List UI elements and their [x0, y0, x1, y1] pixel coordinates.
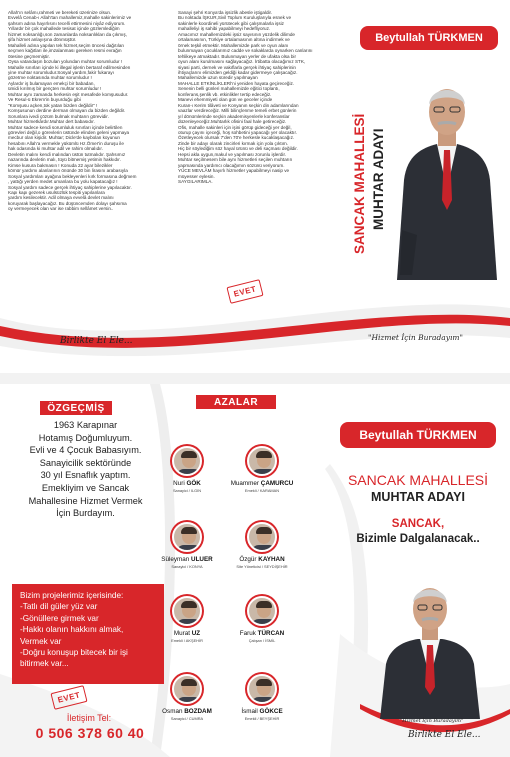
letter-line: mahalleliyi iş sahibi yapabilmeyi hedefliyoruz.: [178, 26, 271, 32]
member-card: [220, 596, 304, 643]
letter-line: mecbur olan kişidir. Muhtar; Dicle'de kaybolan koyunun: [8, 135, 120, 141]
project-line: -Hakkı olanın hakkını almak,: [20, 625, 124, 635]
letter-line: ötesine geçmemiştir.: [8, 53, 50, 59]
letter-line: Bu noktada İŞKUR,Sivil Toplum Kuruluşlarıyla esnek ve: [178, 15, 292, 21]
member-photo: [247, 522, 277, 552]
slogan-line-2: Bizimle Dalgalanacak..: [356, 533, 480, 545]
bio-line: Mahallesine Hizmet Vermek: [28, 495, 143, 506]
member-role: Sanayici / KONYA: [171, 564, 203, 569]
letter-line: Muhtar seçilmesem bile aynı hizmetleri seçilen muhtarın: [178, 157, 293, 163]
letter-line: Hiç bir söylediğim söz hayal ürünü ve deli saçması değildir.: [178, 146, 298, 152]
member-first-name: İsmail: [241, 708, 258, 715]
project-line: Vermek var: [20, 636, 62, 646]
letter-line: ihtiyaçlarını elimizden geldiği kadar gidermeye çalışacağız.: [178, 69, 298, 75]
member-photo: [172, 522, 202, 552]
member-name: [220, 708, 304, 715]
profile-sheet: [0, 384, 510, 757]
letter-line: gözetme noktasında muhtar sorumludur !: [8, 75, 92, 81]
candidate-photo: [392, 60, 502, 280]
letter-line: siyasi parti, dernek ve vakıflarla gerçek ihtiyaç sahiplerinin: [178, 64, 296, 70]
member-photo: [247, 596, 277, 626]
evet-stamp: EVET: [50, 685, 87, 710]
member-card: [220, 446, 304, 493]
member-card: [145, 674, 229, 721]
member-role: Çalışan / İSMİL: [248, 638, 276, 643]
signature-left: Birlikte El Ele...: [60, 336, 133, 346]
letter-line: ortalamasının, Türkiye ortalamasının altına indirmek ve: [178, 37, 290, 43]
letter-line: düzenleyeceğiz.Muhtarlık ofisini faal hale getireceğiz.: [178, 119, 287, 125]
letter-line: Sosyal yardım sadece gerçek ihtiyaç sahiplerine yapılacaktır.: [8, 184, 132, 190]
member-name: [220, 630, 304, 637]
member-first-name: Osman: [162, 708, 183, 715]
letter-line: hesabını Allah'a vermekle yükümlü Hz.Ömer'in duruşu ile: [8, 140, 124, 146]
project-line: Bizim projelerimiz içerisinde:: [20, 591, 124, 600]
member-card: [220, 674, 304, 721]
member-last-name: ULUER: [191, 556, 213, 563]
page-separator: [0, 373, 510, 384]
bio-tab: ÖZGEÇMİŞ: [40, 401, 112, 415]
letter-line: Aylardır iş bulamayan emekçi bir babadan,: [8, 80, 95, 86]
letter-line: yıl dönümlerinde seçkin akademisyenlerle konferanslar: [178, 113, 290, 119]
letter-line: vaazlar verdireceğiz. Milli bilinçlenme temeli erbet günlerin: [178, 108, 297, 114]
member-last-name: TÜRCAN: [257, 630, 285, 637]
letter-line: Kuran-ı Kerim tilâveti ve Konyanın seçkin din adamlarından: [178, 102, 299, 108]
letter-line: yapmasında yardımcı olacağımın sözünü veriyorum.: [178, 162, 285, 168]
letter-line: Senenin belli günleri mahallemizde eğitici toplantı,: [178, 86, 280, 92]
projects-box: [12, 584, 164, 684]
signature-small: "Hizmet İçin Buradayım": [400, 718, 464, 724]
member-card: [220, 522, 304, 569]
member-role: Emekli / KARAMAN: [244, 488, 280, 493]
letter-line: Mahalle sınırları içinde ki illegal işlerin bertaraf edilmesinden: [8, 64, 131, 70]
letter-line: Amacımız mahallemizdeki işsiz sayısının yüzdelik dilimde: [178, 31, 295, 37]
letter-line: Sanayi şehri Konya'da işsizlik abesle iştigaldir.: [178, 10, 273, 15]
candidate-first-name: Beytullah: [375, 32, 425, 44]
letter-sheet: [0, 0, 510, 373]
phone-number: 0 506 378 60 40: [35, 725, 145, 741]
candidate-heading: MUHTAR ADAYI: [371, 490, 465, 504]
letter-line: Kimse kusura bakmasın ! Konuda 22 ayar bilezikler: [8, 162, 113, 168]
signature-right: "Hizmet İçin Buradayım": [368, 333, 463, 342]
member-photo: [172, 596, 202, 626]
letter-line: Ve Resul-ü Ekrem'in buyurduğu gibi: [8, 97, 81, 103]
candidate-first-name: Beytullah: [359, 428, 414, 442]
project-line: -Tatlı dil güler yüz var: [20, 602, 98, 612]
letter-line: bulunmayan çocuklarımız cadde ve sokaklarda oynarken canlarını: [178, 48, 313, 54]
member-role: Site Yöneticisi / SEYDİŞEHİR: [236, 564, 288, 569]
member-photo: [247, 674, 277, 704]
letter-line: koruyarak başlayacağız. Bu düşüncemden dolayı şahsıma: [8, 200, 127, 206]
letter-line: nazarında devletin malı, tüyü bitmemiş yetimin hakkıdır.: [8, 157, 121, 163]
member-name: [220, 480, 304, 487]
member-last-name: KAYHAN: [258, 556, 285, 563]
project-line: bitirmek var...: [20, 659, 69, 669]
candidate-photo: [380, 569, 480, 719]
candidate-last-name: TÜRKMEN: [416, 428, 477, 442]
letter-line: şahsım adına hayırlısını tecelli ettirmesini niyâz ediyorum.: [8, 20, 126, 26]
member-last-name: GÖKCE: [259, 708, 283, 715]
letter-line: MAHALLE ETKİNLİKLERİ'ni yeniden hayata geçireceğiz.: [178, 80, 295, 86]
letter-line: oyun alanı kurulmasını sağlayacağız. İrtibatta olacağımız STK,: [178, 59, 306, 65]
letter-line: tehlikeye atmaktadır. Bulunmayan yerler de ufakta olsa bir: [178, 53, 296, 59]
candidate-last-name: TÜRKMEN: [427, 32, 483, 44]
letter-line: Sosyal yardımları ayağına bekleyenleri kırk formasına değmem: [8, 173, 137, 179]
member-last-name: GÖK: [186, 480, 201, 487]
bio-line: İçin Burdayım.: [56, 508, 115, 519]
letter-line: , yattığı yerden medet umanlara bu yolu kapatacağız !: [8, 179, 118, 185]
letter-line: örnek teşkil etmektir. Mahallemizde park ve oyun alanı: [178, 42, 289, 48]
letter-line: Muhtar aynı zamanda herkesin eşit mesafede komşusudur.: [8, 91, 129, 97]
member-last-name: BOZDAM: [184, 708, 212, 715]
letter-line: kömür yardımı alanlarının önünde 30 bin lirasını arabasıyla: [8, 168, 128, 174]
bio-line: 30 yıl Esnaflık yaptım.: [40, 470, 131, 481]
bio-line: Hotamış Doğumluyum.: [38, 432, 133, 443]
neighbourhood-heading: SANCAK MAHALLESİ: [347, 472, 489, 488]
letter-line: Allah'ın selâmı,rahmeti ve bereketi üzerinize olsun.: [8, 10, 112, 15]
letter-line: yine muhtar sorumludur.Sosyal yardım,fakir fukarayı: [8, 69, 114, 75]
letter-line: Kapı kapı gezerek usulsüzlük tespiti yapılanlara: [8, 189, 105, 195]
letter-line: oturup çayını içeceği, hoş sohbetini yapacağı yer olacaktır.: [178, 129, 297, 135]
member-last-name: UZ: [191, 630, 201, 637]
letter-line: sakinlerle koordineli yürütecek gibi çalışmalarla işsiz: [178, 20, 284, 26]
member-first-name: Murat: [173, 630, 190, 637]
letter-line: Oysa vatandaşın bozulan yolundan muhtar sorumludur !: [8, 59, 123, 65]
member-photo: [172, 674, 202, 704]
letter-line: SAYGILARIMLA.: [178, 179, 213, 185]
evet-stamp: EVET: [226, 279, 263, 304]
vertical-heading-candidate: MUHTAR ADAYI: [371, 128, 386, 230]
letter-line: konferans,şenlik vb. etkinlikler tertip edeceğiz.: [178, 91, 272, 97]
bio-line: Evli ve 4 Çocuk Babasıyım.: [29, 445, 142, 456]
letter-line: Yıllardır bir çok mahallede tesisat içinde gözlemlediğim: [8, 26, 120, 32]
member-role: Emekli / BEYŞEHİR: [244, 716, 280, 721]
letter-line: Sorunlara ivedi çözüm bulmak muhtarın görevidir.: [8, 113, 109, 119]
member-name: [220, 556, 304, 563]
letter-line: ümidi kırılmış bir gençten muhtar sorumludur !: [8, 86, 102, 92]
letter-line: şifa hizmet anlayışına dönmüştür.: [8, 37, 77, 43]
letter-line: Hepsi akla uygun,makul ve yapılması zorunlu işlerdir.: [178, 151, 287, 157]
letter-line: Muhtar sadece kendi sorumluluk sınırları içinde belirtilen: [8, 124, 123, 130]
vertical-heading-neighbourhood: SANCAK MAHALLESİ: [352, 113, 367, 254]
member-photo: [247, 446, 277, 476]
letter-line: Evvelâ Cenab-ı Allah'tan mahallemiz,mahalle sakinlerimiz ve: [8, 15, 132, 21]
member-first-name: Süleyman: [161, 556, 190, 563]
letter-line: Devletin malını kendi malından üstün tutmalıdır. Şahsımız: [8, 151, 126, 157]
member-name: [145, 708, 229, 715]
letter-line: Muhtar hizmetkârdır.Muhtar dert babasıdır.: [8, 119, 95, 125]
letter-line: Komşusunun derdine derman olmayan da bizden değildir.: [8, 108, 126, 114]
member-card: [145, 596, 229, 643]
member-last-name: ÇAMURCU: [260, 480, 294, 487]
letter-column-right: [178, 10, 338, 250]
member-name: [145, 480, 229, 487]
member-role: Emekli / AKŞEHİR: [171, 638, 203, 643]
letter-line: Mahallemizde uzun süredir yapılmayan: [178, 75, 258, 81]
letter-line: Ofis, mahalle sakinleri için işini görüp gideceği yer değil,: [178, 124, 292, 130]
members-tab: AZALAR: [196, 395, 276, 409]
bio-line: Emekliyim ve Sancak: [41, 482, 130, 493]
member-role: Sanayici / CUMRA: [170, 716, 204, 721]
letter-line: oy vermeyecek olan var ise rabbim sellâmet versin..: [8, 206, 114, 212]
letter-column-left: [8, 10, 162, 276]
member-name: [145, 556, 229, 563]
letter-line: hizmet noksanlığı,son zamanlarda noksanlıkları da çıkmış,: [8, 31, 127, 37]
project-line: -Doğru konuşup bitecek bir işi: [20, 648, 128, 658]
slogan-line-1: SANCAK,: [391, 518, 445, 530]
member-first-name: Nuri: [173, 480, 185, 487]
letter-line: Mahalleli adına yapılan tek hizmet,seçim öncesi dağıtılan: [8, 42, 124, 48]
member-first-name: Özgür: [239, 556, 257, 563]
candidate-name-banner: [360, 26, 498, 50]
letter-line: Özetleyecek olursak 7'den 70'e herkesle kucaklaşacağız.: [178, 135, 295, 141]
letter-line: Zinde bir adayı olarak zincirleri kırmak için yola çıktım.: [178, 140, 289, 146]
candidate-name-banner: [340, 422, 496, 448]
bio-line: 1963 Karapınar: [53, 420, 118, 430]
phone-label: İletişim Tel:: [66, 713, 112, 723]
letter-line: seçmen kağıtları ile,imzalanması gereken resmi evrağın: [8, 48, 122, 54]
bio-line: Sanayicilik sektöründe: [39, 457, 132, 468]
member-photo: [172, 446, 202, 476]
member-first-name: Muammer: [230, 480, 260, 487]
letter-line: hak odasında ki muhtar adil ve rahim olmalıdır.: [8, 146, 103, 152]
letter-line: YÜCE MEVLÂM hayırlı hizmetler yapabilmeyi nasip ve: [178, 168, 290, 174]
member-card: [145, 446, 229, 493]
letter-line: Manevi ehemmiyeti olan gün ve geceler içinde: [178, 97, 273, 103]
member-name: [145, 630, 229, 637]
letter-line: görevleri değil,o görevlerin üstünde elinden geleni yapmaya: [8, 129, 130, 135]
member-role: Sanayici / ILGIN: [172, 488, 202, 493]
project-line: -Gönüllere girmek var: [20, 613, 99, 623]
member-card: [145, 522, 229, 569]
biography-text: [18, 419, 153, 520]
letter-line: "Komşusu açken,tok yatan bizden değildir" !: [8, 102, 98, 108]
letter-line: yardım kesilecektir. Adil olmaya evvelâ devlet malını: [8, 195, 114, 201]
member-first-name: Faruk: [239, 630, 256, 637]
signature: Birlikte El Ele...: [408, 730, 481, 740]
letter-line: müyesser eylesin.: [178, 173, 215, 179]
